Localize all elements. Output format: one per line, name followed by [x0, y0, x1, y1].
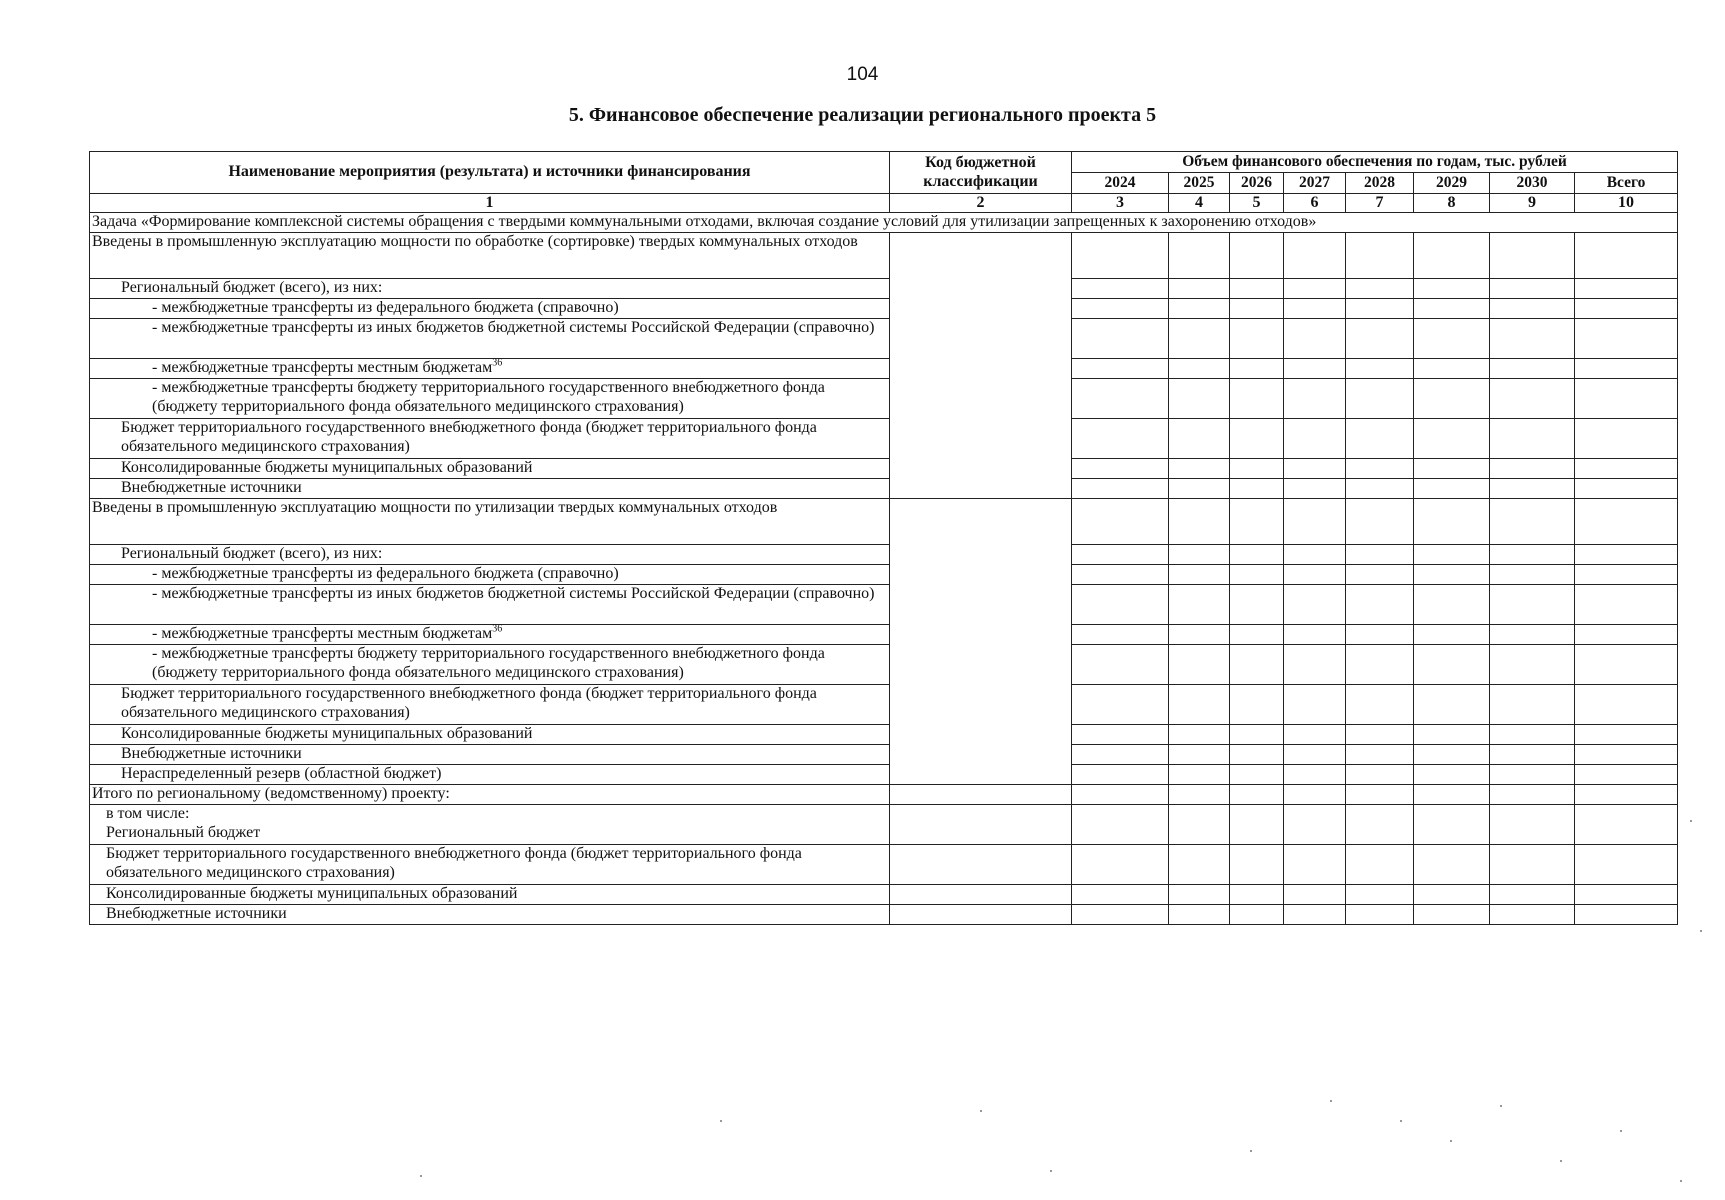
table-row [90, 805, 1678, 845]
source-label: Бюджет территориального государственного внебюджетного фонда (бюджет территориального фонда обязательного медицинского страхования) [90, 419, 890, 459]
budget-code-cell [890, 233, 1072, 499]
source-label: Внебюджетные источники [90, 905, 890, 925]
source-label: - межбюджетные трансферты из иных бюджетов бюджетной системы Российской Федерации (справочно) [90, 319, 890, 359]
column-number: 1 [90, 194, 890, 213]
source-label: - межбюджетные трансферты местным бюджетам$^{36}$ [90, 625, 890, 645]
source-label: Бюджет территориального государственного внебюджетного фонда (бюджет территориального фонда обязательного медицинского страхования) [90, 845, 890, 885]
table-row [90, 645, 1678, 685]
header-year: 2026 [1230, 173, 1284, 194]
source-label: Региональный бюджет (всего), из них: [90, 545, 890, 565]
source-label: - межбюджетные трансферты бюджету территориального государственного внебюджетного фонда (бюджету территориального фонда обязательного медицинского страхования) [90, 645, 890, 685]
header-year: 2027 [1284, 173, 1346, 194]
source-label: Региональный бюджет (всего), из них: [90, 279, 890, 299]
table-row [90, 419, 1678, 459]
source-label: Бюджет территориального государственного внебюджетного фонда (бюджет территориального фонда обязательного медицинского страхования) [90, 685, 890, 725]
financing-table [89, 151, 1678, 925]
budget-code-cell [890, 499, 1072, 785]
column-number: 6 [1284, 194, 1346, 213]
header-year: 2028 [1346, 173, 1414, 194]
column-number: 10 [1575, 194, 1678, 213]
result-name: Введены в промышленную эксплуатацию мощности по обработке (сортировке) твердых коммунальных отходов [90, 233, 890, 279]
table-row [90, 233, 1678, 279]
source-label: Консолидированные бюджеты муниципальных образований [90, 459, 890, 479]
column-number: 4 [1169, 194, 1230, 213]
header-year: 2024 [1072, 173, 1169, 194]
task-row: Задача «Формирование комплексной системы обращения с твердыми коммунальными отходами, включая создание условий для утилизации запрещенных к захоронению отходов» [90, 213, 1678, 233]
table-row [90, 499, 1678, 545]
table-row [90, 625, 1678, 645]
page-number: 104 [846, 64, 879, 85]
column-number: 5 [1230, 194, 1284, 213]
source-label: Нераспределенный резерв (областной бюджет) [90, 765, 890, 785]
table-row [90, 359, 1678, 379]
source-label: Внебюджетные источники [90, 479, 890, 499]
table-row [90, 479, 1678, 499]
table-row [90, 765, 1678, 785]
header-year: 2030 [1490, 173, 1575, 194]
totals-label: Итого по региональному (ведомственному) проекту: [90, 785, 890, 805]
source-label: - межбюджетные трансферты из иных бюджетов бюджетной системы Российской Федерации (справочно) [90, 585, 890, 625]
section-title: 5. Финансовое обеспечение реализации регионального проекта 5 [568, 104, 1157, 126]
source-label: - межбюджетные трансферты местным бюджетам$^{36}$ [90, 359, 890, 379]
header-year: 2025 [1169, 173, 1230, 194]
table-row [90, 745, 1678, 765]
source-label: Консолидированные бюджеты муниципальных образований [90, 885, 890, 905]
source-label: - межбюджетные трансферты из федерального бюджета (справочно) [90, 565, 890, 585]
table-row [90, 905, 1678, 925]
footnote-mark: 36 [492, 624, 503, 636]
header-code: Код бюджетной классификации [890, 152, 1072, 194]
header-name: Наименование мероприятия (результата) и источники финансирования [90, 152, 890, 194]
table-row [90, 885, 1678, 905]
table-row [90, 685, 1678, 725]
table-row [90, 785, 1678, 805]
table-row [90, 319, 1678, 359]
footnote-mark: 36 [492, 358, 503, 370]
source-label: в том числе: Региональный бюджет [90, 805, 890, 845]
table-row [90, 545, 1678, 565]
source-label: Консолидированные бюджеты муниципальных образований [90, 725, 890, 745]
column-number: 7 [1346, 194, 1414, 213]
table-row [90, 845, 1678, 885]
source-label: Внебюджетные источники [90, 745, 890, 765]
result-name: Введены в промышленную эксплуатацию мощности по утилизации твердых коммунальных отходов [90, 499, 890, 545]
header-total: Всего [1575, 173, 1678, 194]
table-row [90, 725, 1678, 745]
table-row [90, 459, 1678, 479]
table-row [90, 279, 1678, 299]
header-year: 2029 [1414, 173, 1490, 194]
column-number: 8 [1414, 194, 1490, 213]
source-label: - межбюджетные трансферты из федерального бюджета (справочно) [90, 299, 890, 319]
header-volume: Объем финансового обеспечения по годам, тыс. рублей [1072, 152, 1678, 173]
table-row [90, 565, 1678, 585]
column-number: 3 [1072, 194, 1169, 213]
table-row [90, 379, 1678, 419]
column-number: 9 [1490, 194, 1575, 213]
column-number: 2 [890, 194, 1072, 213]
table-row [90, 585, 1678, 625]
table-row [90, 299, 1678, 319]
source-label: - межбюджетные трансферты бюджету территориального государственного внебюджетного фонда (бюджету территориального фонда обязательного медицинского страхования) [90, 379, 890, 419]
